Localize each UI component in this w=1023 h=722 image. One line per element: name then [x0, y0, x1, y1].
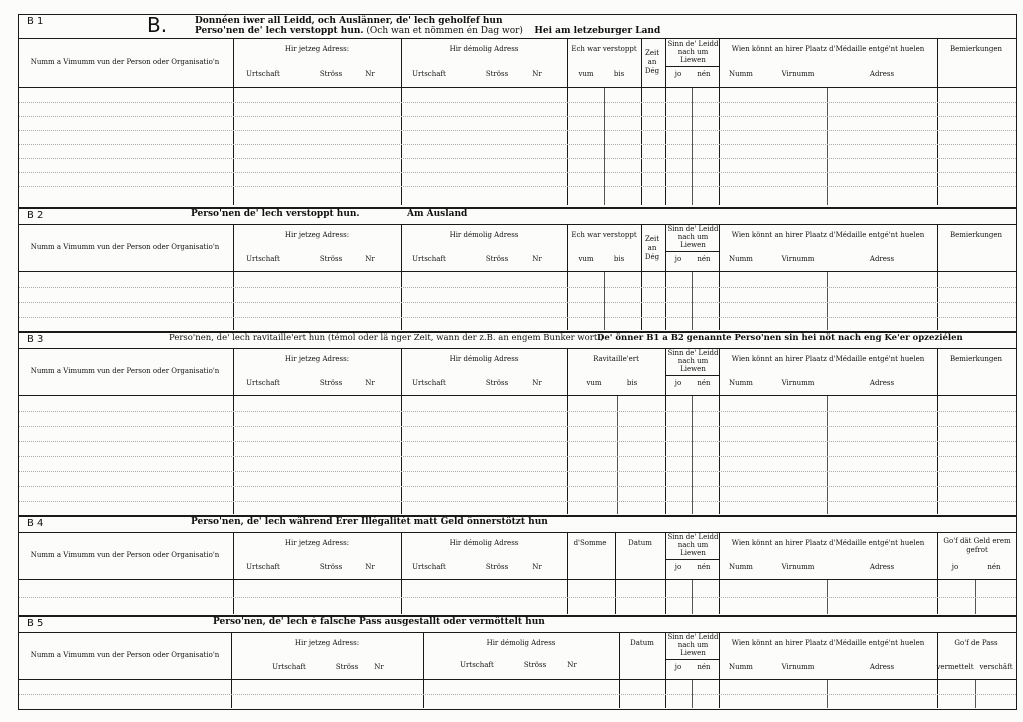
sinn-header: Sinn de' Leidd nach um Liewen: [667, 225, 719, 249]
jo-label: jo: [951, 563, 959, 571]
nr-label: Nr: [532, 563, 542, 571]
nen-label: nén: [987, 563, 1001, 571]
virnumm-label: Virnumm: [781, 563, 815, 571]
stross-label: Ströss: [485, 563, 509, 571]
numm-label: Numm: [729, 563, 753, 571]
stross-label: Ströss: [319, 70, 343, 78]
vum-label: vum: [578, 70, 594, 78]
addr-now-header: Hir jetzeg Adress:: [284, 231, 350, 239]
nr-label: Nr: [365, 379, 375, 387]
addr-old-header: Hir démolig Adress: [449, 539, 519, 547]
header-row: [19, 633, 1016, 680]
numm-label: Numm: [729, 379, 753, 387]
section-b4: [18, 516, 1017, 616]
section-b2: [18, 208, 1017, 332]
urtschaft-label: Urtschaft: [246, 70, 280, 78]
addr-now-header: Hir jetzeg Adress:: [284, 355, 350, 363]
urtschaft-label: Urtschaft: [412, 255, 446, 263]
section-b3: [18, 332, 1017, 516]
medaille-header: Wien könnt an hirer Plaatz d'Médaille entgé'nt huelen: [731, 539, 925, 547]
big-letter: B.: [147, 13, 168, 37]
nr-label: Nr: [365, 563, 375, 571]
section-code: B 5: [27, 618, 44, 629]
nr-label: Nr: [365, 255, 375, 263]
addr-old-header: Hir démolig Adress: [486, 639, 556, 647]
virnumm-label: Virnumm: [781, 255, 815, 263]
verstoppt-header: Ech war verstoppt: [571, 45, 637, 53]
zeit-header: Zeit an Dég: [644, 235, 660, 261]
datum-header: Datum: [628, 539, 652, 547]
sinn-header: Sinn de' Leidd nach um Liewen: [667, 633, 719, 657]
virnumm-label: Virnumm: [781, 379, 815, 387]
intro-line-2: [195, 26, 660, 36]
adress-label: Adress: [869, 255, 895, 263]
urtschaft-label: Urtschaft: [460, 661, 494, 669]
sinn-header: Sinn de' Leidd nach um Liewen: [667, 533, 719, 557]
name-column-header: Numm a Vimumm vun der Person oder Organisatio'n: [30, 367, 220, 375]
stross-label: Ströss: [319, 563, 343, 571]
bis-label: bis: [613, 255, 625, 263]
virnumm-label: Virnumm: [781, 663, 815, 671]
jo-label: jo: [674, 255, 682, 263]
intro-line-2a: Perso'nen de' lech verstoppt hun.: [195, 26, 364, 36]
bis-label: bis: [613, 70, 625, 78]
adress-label: Adress: [869, 379, 895, 387]
name-column-header: Numm a Vimumm vun der Person oder Organisatio'n: [30, 58, 220, 66]
addr-now-header: Hir jetzeg Adress:: [284, 45, 350, 53]
pass-header: Go'f de Pass: [954, 639, 998, 647]
stross-label: Ströss: [485, 70, 509, 78]
medaille-header: Wien könnt an hirer Plaatz d'Médaille entgé'nt huelen: [731, 45, 925, 53]
name-column-header: Numm a Vimumm vun der Person oder Organisatio'n: [30, 243, 220, 251]
section-title: Perso'nen de' lech verstoppt hun.: [191, 209, 360, 219]
ravitailleert-header: Ravitaille'ert: [593, 355, 639, 363]
bemierkungen-header: Bemierkungen: [949, 45, 1003, 53]
section-code: B 2: [27, 210, 44, 221]
nr-label: Nr: [532, 255, 542, 263]
nen-label: nén: [697, 663, 711, 671]
stross-label: Ströss: [319, 379, 343, 387]
section-title: Perso'nen, de' lech während Erer Illégalitét matt Geld önnerstötzt hun: [191, 517, 548, 527]
section-code: B 4: [27, 518, 44, 529]
stross-label: Ströss: [485, 379, 509, 387]
section-b4-title: [19, 517, 1016, 533]
section-code: B 3: [27, 334, 44, 345]
jo-label: jo: [674, 379, 682, 387]
bemierkungen-header: Bemierkungen: [949, 355, 1003, 363]
nr-label: Nr: [532, 70, 542, 78]
section-b2-title: [19, 209, 1016, 225]
nen-label: nén: [697, 379, 711, 387]
section-b3-title: [19, 333, 1016, 349]
numm-label: Numm: [729, 70, 753, 78]
addr-old-header: Hir démolig Adress: [449, 231, 519, 239]
nen-label: nén: [697, 255, 711, 263]
urtschaft-label: Urtschaft: [246, 563, 280, 571]
name-column-header: Numm a Vimumm vun der Person oder Organisatio'n: [30, 651, 220, 659]
nr-label: Nr: [532, 379, 542, 387]
urtschaft-label: Urtschaft: [272, 663, 306, 671]
stross-label: Ströss: [523, 661, 547, 669]
addr-old-header: Hir démolig Adress: [449, 45, 519, 53]
zeit-header: Zeit an Dég: [644, 49, 660, 75]
name-column-header: Numm a Vimumm vun der Person oder Organisatio'n: [30, 551, 220, 559]
header-row: [19, 349, 1016, 396]
section-b5-title: [19, 617, 1016, 633]
verschaft-label: verschâft: [979, 663, 1013, 671]
adress-label: Adress: [869, 663, 895, 671]
medaille-header: Wien könnt an hirer Plaatz d'Médaille entgé'nt huelen: [731, 639, 925, 647]
urtschaft-label: Urtschaft: [246, 255, 280, 263]
urtschaft-label: Urtschaft: [412, 70, 446, 78]
urtschaft-label: Urtschaft: [246, 379, 280, 387]
sinn-header: Sinn de' Leidd nach um Liewen: [667, 40, 719, 64]
somme-header: d'Somme: [573, 539, 607, 547]
header-row: [19, 39, 1016, 88]
addr-now-header: Hir jetzeg Adress:: [284, 539, 350, 547]
urtschaft-label: Urtschaft: [412, 563, 446, 571]
vermettelt-label: vermettelt: [936, 663, 974, 671]
bis-label: bis: [626, 379, 638, 387]
virnumm-label: Virnumm: [781, 70, 815, 78]
nr-label: Nr: [365, 70, 375, 78]
stross-label: Ströss: [335, 663, 359, 671]
medaille-header: Wien könnt an hirer Plaatz d'Médaille entgé'nt huelen: [731, 355, 925, 363]
section-title: Perso'nen, de' lech é falsche Pass ausgestallt oder vermöttelt hun: [213, 617, 545, 627]
jo-label: jo: [674, 563, 682, 571]
stross-label: Ströss: [319, 255, 343, 263]
numm-label: Numm: [729, 255, 753, 263]
header-row: [19, 533, 1016, 580]
nr-label: Nr: [567, 661, 577, 669]
nr-label: Nr: [374, 663, 384, 671]
intro-line-1: Donnéen iwer all Leidd, och Auslänner, de' lech geholfef hun: [195, 16, 503, 26]
urtschaft-label: Urtschaft: [412, 379, 446, 387]
section-title-2: Am Ausland: [407, 209, 468, 219]
nen-label: nén: [697, 563, 711, 571]
medaille-header: Wien könnt an hirer Plaatz d'Médaille entgé'nt huelen: [731, 231, 925, 239]
addr-now-header: Hir jetzeg Adress:: [294, 639, 360, 647]
sinn-header: Sinn de' Leidd nach um Liewen: [667, 349, 719, 373]
section-b5: [18, 616, 1017, 710]
geld-header: Go'f dät Geld erem gefrot: [943, 537, 1011, 554]
vum-label: vum: [578, 255, 594, 263]
intro-line-2b: (Och wan et nömmen én Dag wor): [366, 26, 523, 36]
jo-label: jo: [674, 663, 682, 671]
section-code: B 1: [27, 16, 44, 27]
verstoppt-header: Ech war verstoppt: [571, 231, 637, 239]
vum-label: vum: [586, 379, 602, 387]
nen-label: nén: [697, 70, 711, 78]
section-title: Perso'nen, de' lech ravitaille'ert hun (témol oder lä nger Zeit, wann der z.B. an engem Bunker wort.): [169, 333, 604, 343]
adress-label: Adress: [869, 70, 895, 78]
adress-label: Adress: [869, 563, 895, 571]
jo-label: jo: [674, 70, 682, 78]
datum-header: Datum: [630, 639, 654, 647]
section-title-2: De' önner B1 a B2 genannte Perso'nen sin hei nöt nach eng Ke'er opzeziélen: [597, 333, 963, 343]
bemierkungen-header: Bemierkungen: [949, 231, 1003, 239]
intro-line-2c: Hei am letzeburger Land: [534, 26, 661, 36]
numm-label: Numm: [729, 663, 753, 671]
stross-label: Ströss: [485, 255, 509, 263]
section-b1: [18, 14, 1017, 208]
addr-old-header: Hir démolig Adress: [449, 355, 519, 363]
header-row: [19, 225, 1016, 272]
